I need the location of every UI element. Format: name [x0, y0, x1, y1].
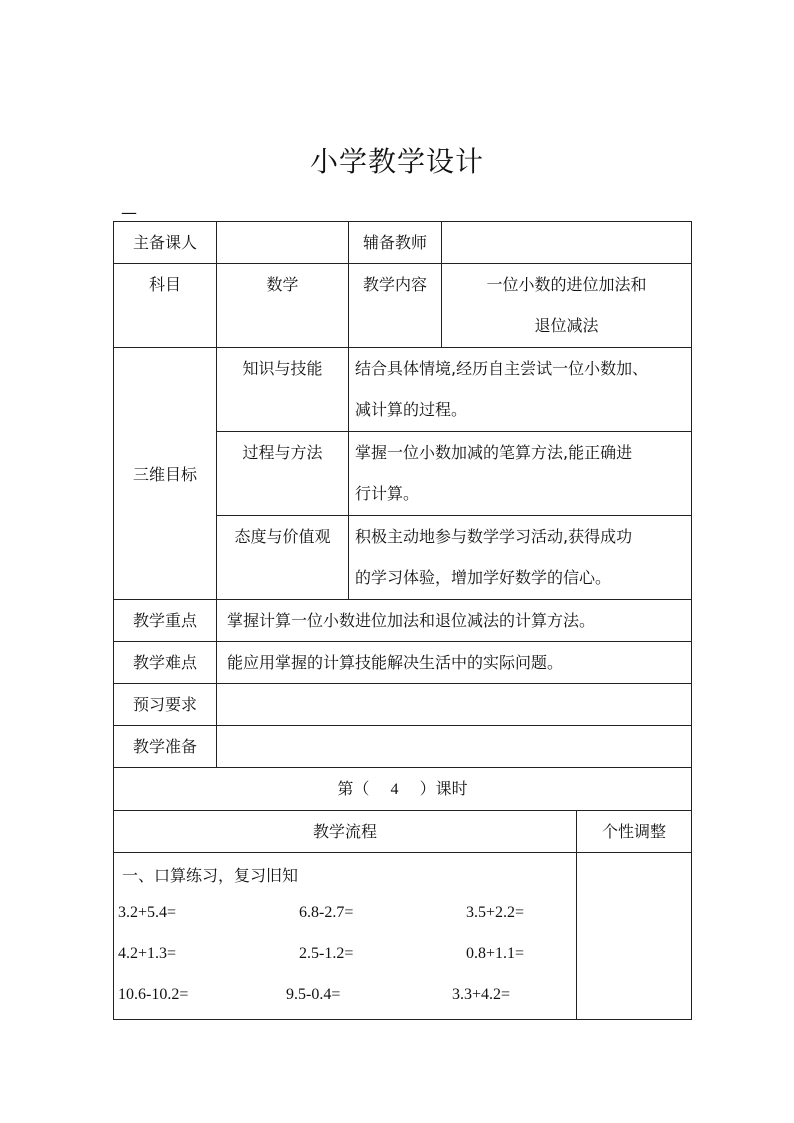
content-value: [442, 264, 692, 348]
process-line-1: 掌握一位小数加减的笔算方法,能正确进: [355, 443, 633, 462]
content-label: 教学内容: [349, 264, 442, 348]
knowledge-line-1: 结合具体情境,经历自主尝试一位小数加、: [355, 359, 649, 378]
prep-label: 教学准备: [114, 726, 217, 768]
adjust-header: 个性调整: [577, 811, 692, 853]
section1-heading: 一、口算练习，复习旧知: [122, 866, 299, 885]
knowledge-line-2: 减计算的过程。: [355, 400, 468, 419]
goals-label: 三维目标: [114, 348, 217, 600]
key-point-value: 掌握计算一位小数进位加法和退位减法的计算方法。: [217, 600, 692, 642]
exercise-2-1: 4.2+1.3=: [118, 945, 177, 962]
section1-heading-row: [114, 853, 576, 894]
page-title: 小学教学设计: [309, 145, 484, 178]
exercise-row-2: [114, 935, 576, 976]
lesson-plan-table: [113, 221, 692, 1020]
assist-teacher-label: 辅备教师: [349, 222, 442, 264]
exercise-1-1: 3.2+5.4=: [118, 904, 177, 921]
preview-value: [217, 684, 692, 726]
lead-teacher-value: [217, 222, 349, 264]
attitude-line-2: 的学习体验，增加学好数学的信心。: [355, 568, 612, 587]
exercise-2-3: 0.8+1.1=: [466, 945, 525, 962]
exercise-3-3: 3.3+4.2=: [452, 986, 511, 1003]
subject-value: 数学: [217, 264, 349, 348]
process-label: 过程与方法: [217, 432, 349, 516]
exercise-row-1: [114, 894, 576, 935]
exercise-3-1: 10.6-10.2=: [118, 986, 189, 1003]
knowledge-value: [349, 348, 692, 432]
exercise-1-3: 3.5+2.2=: [466, 904, 525, 921]
adjust-content: [577, 853, 692, 1020]
exercise-2-2: 2.5-1.2=: [299, 945, 354, 962]
lesson-suffix: ）课时: [419, 779, 468, 798]
process-value: [349, 432, 692, 516]
exercise-1-2: 6.8-2.7=: [299, 904, 354, 921]
lesson-number: 4: [390, 781, 399, 798]
attitude-line-1: 积极主动地参与数学学习活动,获得成功: [355, 527, 633, 546]
process-line-2: 行计算。: [355, 484, 420, 503]
attitude-value: [349, 516, 692, 600]
attitude-label: 态度与价值观: [217, 516, 349, 600]
lesson-prefix: 第（: [337, 779, 370, 798]
content-line-1: 一位小数的进位加法和: [486, 275, 647, 294]
preview-label: 预习要求: [114, 684, 217, 726]
exercise-3-2: 9.5-0.4=: [286, 986, 341, 1003]
flow-content: [114, 853, 577, 1020]
subject-label: 科目: [114, 264, 217, 348]
exercise-row-3: [114, 976, 576, 1017]
prep-value: [217, 726, 692, 768]
difficulty-value: 能应用掌握的计算技能解决生活中的实际问题。: [217, 642, 692, 684]
lead-teacher-label: 主备课人: [114, 222, 217, 264]
flow-header: 教学流程: [114, 811, 577, 853]
header-dash: —: [121, 203, 137, 222]
assist-teacher-value: [442, 222, 692, 264]
content-line-2: 退位减法: [534, 316, 599, 335]
lesson-number-row: [114, 768, 692, 811]
key-point-label: 教学重点: [114, 600, 217, 642]
knowledge-label: 知识与技能: [217, 348, 349, 432]
difficulty-label: 教学难点: [114, 642, 217, 684]
